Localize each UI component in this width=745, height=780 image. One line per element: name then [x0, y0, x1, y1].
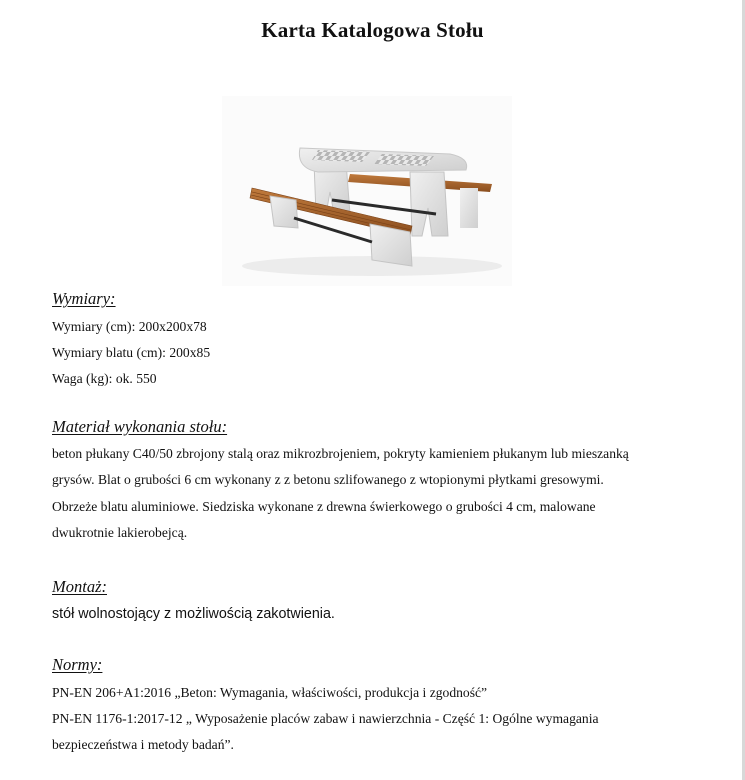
standard-line: PN-EN 206+A1:2016 „Beton: Wymagania, właściwości, produkcja i zgodność”	[52, 685, 488, 700]
dimensions-line: Wymiary blatu (cm): 200x85	[52, 345, 211, 360]
front-bench-leg-left	[270, 196, 298, 228]
chessboard-left	[312, 150, 370, 162]
chessboard-right	[374, 154, 434, 166]
material-line: Obrzeże blatu aluminiowe. Siedziska wykonane z drewna świerkowego o grubości 4 cm, malowane	[52, 499, 596, 514]
dimensions-heading: Wymiary:	[52, 289, 116, 308]
product-image	[222, 96, 512, 286]
dimensions-line: Waga (kg): ok. 550	[52, 371, 157, 386]
mounting-text: stół wolnostojący z możliwością zakotwienia.	[52, 606, 335, 622]
page-title: Karta Katalogowa Stołu	[261, 18, 484, 42]
material-heading: Materiał wykonania stołu:	[52, 417, 228, 436]
standard-line: bezpieczeństwa i metody badań”.	[52, 737, 234, 752]
mounting-heading: Montaż:	[52, 577, 107, 596]
back-bench-leg-right	[460, 188, 478, 228]
standard-line: PN-EN 1176-1:2017-12 „ Wyposażenie placów zabaw i nawierzchnia - Część 1: Ogólne wymagania	[52, 711, 599, 726]
dimensions-line: Wymiary (cm): 200x200x78	[52, 319, 207, 334]
material-line: grysów. Blat o grubości 6 cm wykonany z z betonu szlifowanego z wtopionymi płytkami gresowymi.	[52, 472, 604, 487]
standards-heading: Normy:	[52, 655, 103, 674]
material-line: beton płukany C40/50 zbrojony stalą oraz mikrozbrojeniem, pokryty kamieniem płukanym lub mieszanką	[52, 446, 629, 461]
material-line: dwukrotnie lakierobejcą.	[52, 525, 188, 540]
table-leg-right	[410, 172, 448, 236]
picnic-table-illustration	[222, 96, 512, 286]
